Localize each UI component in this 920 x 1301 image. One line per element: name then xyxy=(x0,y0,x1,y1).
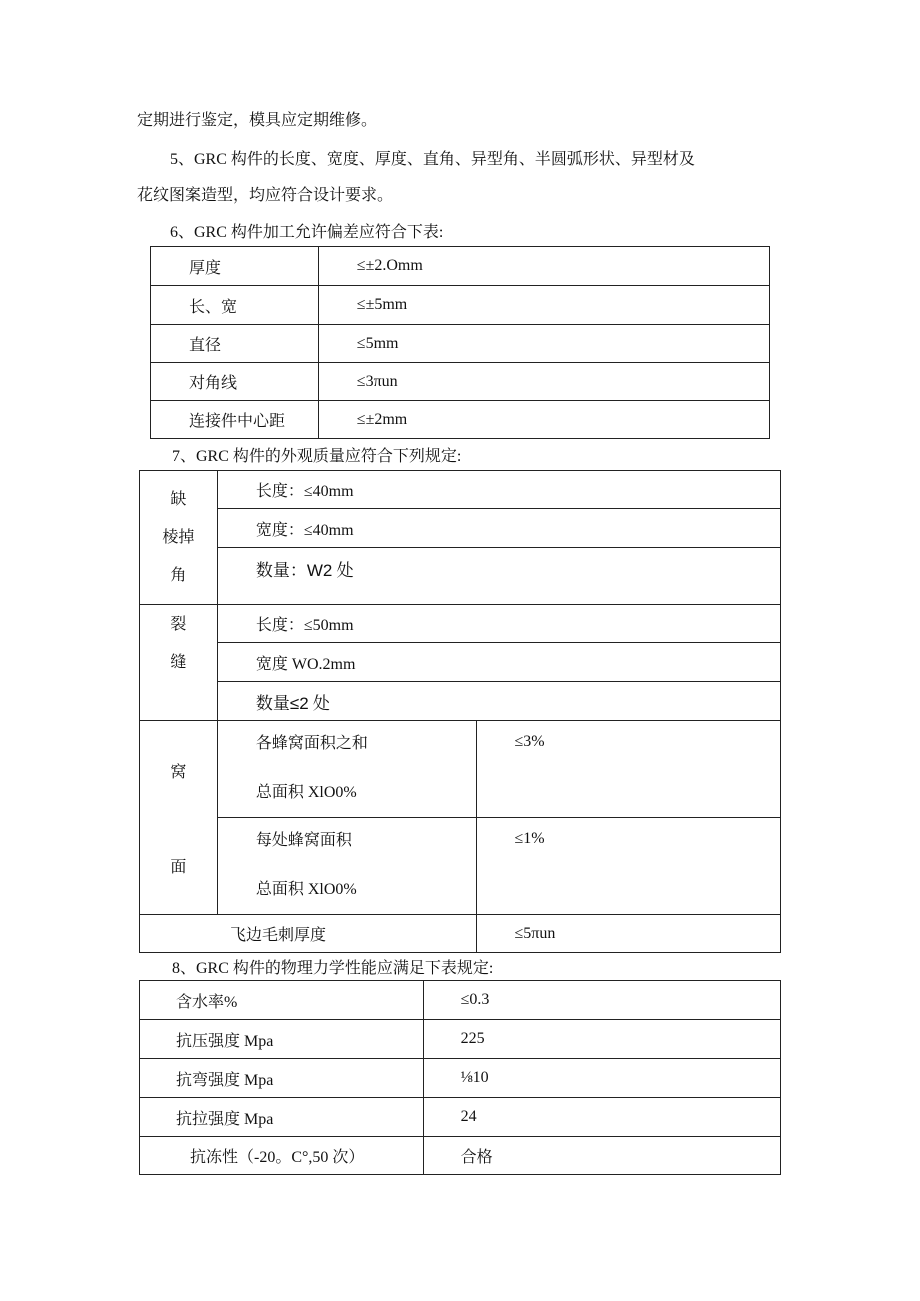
cell-text: 每处蜂窝面积 xyxy=(255,832,352,849)
cell-text: 各蜂窝面积之和 xyxy=(255,735,368,752)
paragraph-line: 定期进行鉴定，模具应定期维修。 xyxy=(137,112,378,129)
table-row xyxy=(151,325,770,363)
category-char: 棱掉 xyxy=(162,529,195,546)
table-cell: 直径 xyxy=(151,325,319,363)
table-row xyxy=(151,286,770,325)
table-cell: 抗弯强度 Mpa xyxy=(140,1059,424,1098)
table-cell: 抗拉强度 Mpa xyxy=(140,1098,424,1137)
table-cell xyxy=(217,721,477,818)
category-char: 窝 xyxy=(170,764,187,781)
table-row xyxy=(140,1020,781,1059)
cell-text: 数量： xyxy=(255,561,307,580)
table-cell: ≤±2.Omm xyxy=(318,247,769,286)
table-cell: 长度：≤50mm xyxy=(217,605,780,643)
category-char: 裂 xyxy=(170,616,187,633)
table-cell xyxy=(217,548,780,605)
table-row xyxy=(140,1059,781,1098)
appearance-table xyxy=(139,470,781,953)
table-cell: 含水率% xyxy=(140,981,424,1020)
properties-table xyxy=(139,980,781,1175)
table-cell: 合格 xyxy=(423,1137,780,1175)
tolerance-table xyxy=(150,246,770,439)
table-row xyxy=(140,682,781,721)
table-cell: 厚度 xyxy=(151,247,319,286)
cell-value: W2 xyxy=(306,561,333,580)
category-cell xyxy=(140,721,218,915)
cell-value: ≤2 xyxy=(289,693,309,713)
table-cell: 飞边毛刺厚度 xyxy=(140,915,477,953)
table-row xyxy=(140,981,781,1020)
table-row xyxy=(140,643,781,682)
table-cell: ⅛10 xyxy=(423,1059,780,1098)
category-char: 角 xyxy=(170,567,187,584)
table-cell: 抗压强度 Mpa xyxy=(140,1020,424,1059)
table-cell: ≤3πun xyxy=(318,363,769,401)
table-row xyxy=(140,605,781,643)
paragraph-line: 7、GRC 构件的外观质量应符合下列规定: xyxy=(172,448,462,465)
category-char: 缺 xyxy=(170,491,187,508)
table-row xyxy=(140,509,781,548)
cell-text: 处 xyxy=(332,561,354,580)
paragraph-line: 6、GRC 构件加工允许偏差应符合下表: xyxy=(170,224,444,241)
table-cell xyxy=(217,682,780,721)
paragraph-line: 5、GRC 构件的长度、宽度、厚度、直角、异型角、半圆弧形状、异型材及 xyxy=(170,151,695,168)
table-cell: 抗冻性（-20。C°,50 次） xyxy=(140,1137,424,1175)
table-cell: ≤5mm xyxy=(318,325,769,363)
table-cell: 长、宽 xyxy=(151,286,319,325)
cell-text: 处 xyxy=(308,693,330,713)
cell-text: 数量 xyxy=(255,693,290,713)
table-cell: 宽度：≤40mm xyxy=(217,509,780,548)
category-char: 面 xyxy=(170,859,187,876)
table-cell: ≤±2mm xyxy=(318,401,769,439)
table-row xyxy=(140,818,781,915)
table-row xyxy=(151,247,770,286)
table-cell: ≤0.3 xyxy=(423,981,780,1020)
table-row xyxy=(140,1098,781,1137)
table-cell: 225 xyxy=(423,1020,780,1059)
table-cell: 24 xyxy=(423,1098,780,1137)
table-cell: 宽度 WO.2mm xyxy=(217,643,780,682)
table-cell: 连接件中心距 xyxy=(151,401,319,439)
cell-text: 总面积 XlO0% xyxy=(255,784,357,801)
paragraph-line: 8、GRC 构件的物理力学性能应满足下表规定: xyxy=(172,960,494,977)
table-cell: ≤1% xyxy=(477,818,781,915)
table-row xyxy=(140,471,781,509)
table-row xyxy=(151,363,770,401)
table-cell: 长度：≤40mm xyxy=(217,471,780,509)
table-cell: ≤3% xyxy=(477,721,781,818)
table-row xyxy=(140,721,781,818)
table-row xyxy=(140,1137,781,1175)
table-cell xyxy=(217,818,477,915)
category-char: 缝 xyxy=(170,654,187,671)
table-cell: ≤±5mm xyxy=(318,286,769,325)
category-cell xyxy=(140,605,218,721)
cell-text: 总面积 XlO0% xyxy=(255,881,357,898)
table-row xyxy=(140,548,781,605)
table-cell: ≤5πun xyxy=(477,915,781,953)
table-cell: 对角线 xyxy=(151,363,319,401)
paragraph-line: 花纹图案造型，均应符合设计要求。 xyxy=(137,187,394,204)
category-cell xyxy=(140,471,218,605)
table-row xyxy=(140,915,781,953)
table-row xyxy=(151,401,770,439)
